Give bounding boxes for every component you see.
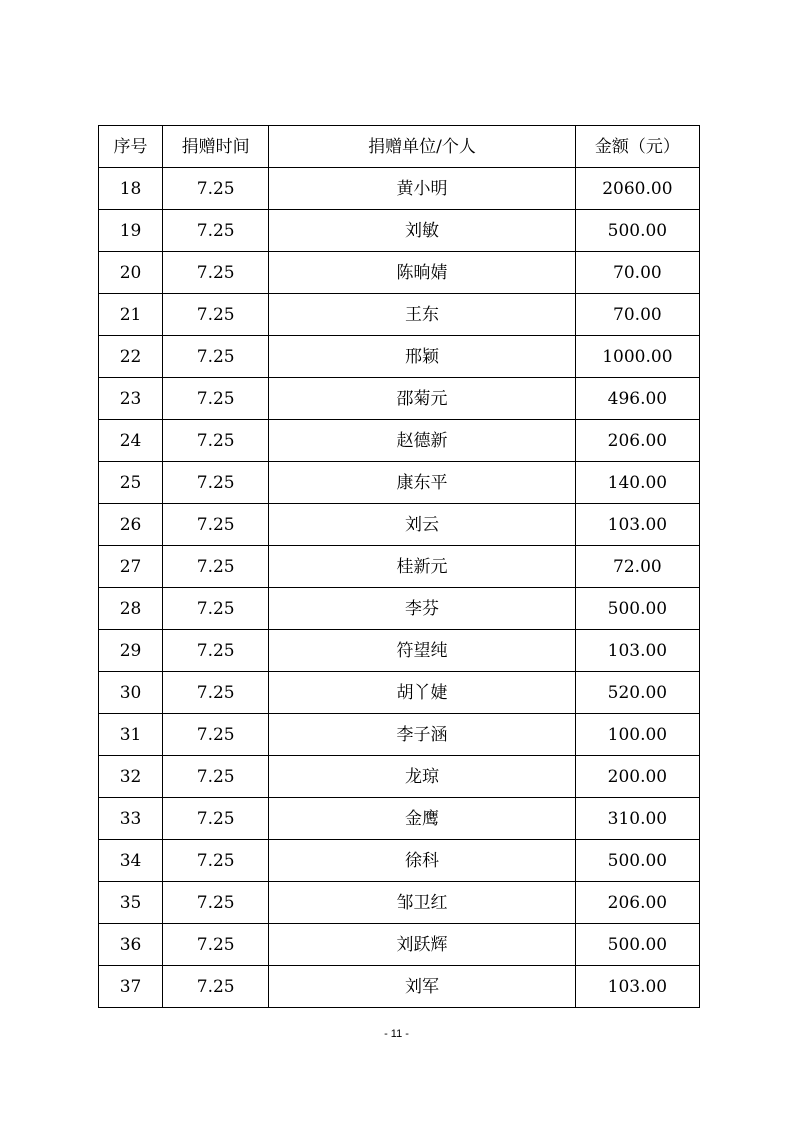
donor-name-cell: 李芬	[269, 588, 576, 630]
donation-date-cell: 7.25	[163, 672, 269, 714]
table-row	[99, 588, 700, 630]
donation-date-cell: 7.25	[163, 546, 269, 588]
table-row	[99, 840, 700, 882]
table-row	[99, 630, 700, 672]
amount-cell: 1000.00	[575, 336, 699, 378]
amount-cell: 103.00	[575, 630, 699, 672]
donation-date-cell: 7.25	[163, 210, 269, 252]
donor-name-cell: 胡丫婕	[269, 672, 576, 714]
donation-date-cell: 7.25	[163, 252, 269, 294]
serial-number-cell: 27	[99, 546, 163, 588]
donor-name-cell: 金鹰	[269, 798, 576, 840]
donation-date-cell: 7.25	[163, 630, 269, 672]
serial-number-cell: 31	[99, 714, 163, 756]
table-row	[99, 714, 700, 756]
donation-date-cell: 7.25	[163, 840, 269, 882]
table-row	[99, 252, 700, 294]
donation-date-cell: 7.25	[163, 420, 269, 462]
amount-cell: 206.00	[575, 882, 699, 924]
donor-name-cell: 龙琼	[269, 756, 576, 798]
serial-number-cell: 26	[99, 504, 163, 546]
amount-cell: 70.00	[575, 294, 699, 336]
amount-cell: 200.00	[575, 756, 699, 798]
serial-number-cell: 32	[99, 756, 163, 798]
page-number: - 11 -	[384, 1028, 409, 1040]
amount-cell: 310.00	[575, 798, 699, 840]
header-donor: 捐赠单位/个人	[269, 126, 576, 168]
serial-number-cell: 22	[99, 336, 163, 378]
donation-date-cell: 7.25	[163, 504, 269, 546]
table-row	[99, 504, 700, 546]
donation-date-cell: 7.25	[163, 462, 269, 504]
serial-number-cell: 33	[99, 798, 163, 840]
header-amount: 金额（元）	[575, 126, 699, 168]
header-donation-date: 捐赠时间	[163, 126, 269, 168]
donation-date-cell: 7.25	[163, 588, 269, 630]
donor-name-cell: 黄小明	[269, 168, 576, 210]
donor-name-cell: 刘军	[269, 966, 576, 1008]
serial-number-cell: 24	[99, 420, 163, 462]
donor-name-cell: 陈晌婧	[269, 252, 576, 294]
table-row	[99, 336, 700, 378]
serial-number-cell: 29	[99, 630, 163, 672]
amount-cell: 500.00	[575, 924, 699, 966]
amount-cell: 500.00	[575, 840, 699, 882]
donor-name-cell: 刘敏	[269, 210, 576, 252]
amount-cell: 520.00	[575, 672, 699, 714]
donor-name-cell: 邹卫红	[269, 882, 576, 924]
donor-name-cell: 李子涵	[269, 714, 576, 756]
table-row	[99, 882, 700, 924]
amount-cell: 206.00	[575, 420, 699, 462]
table-row	[99, 294, 700, 336]
donation-date-cell: 7.25	[163, 336, 269, 378]
donor-name-cell: 刘跃辉	[269, 924, 576, 966]
serial-number-cell: 37	[99, 966, 163, 1008]
serial-number-cell: 35	[99, 882, 163, 924]
table-body	[99, 168, 700, 1008]
table-row	[99, 210, 700, 252]
table-row	[99, 546, 700, 588]
donation-date-cell: 7.25	[163, 756, 269, 798]
table-header-row	[99, 126, 700, 168]
serial-number-cell: 30	[99, 672, 163, 714]
amount-cell: 103.00	[575, 504, 699, 546]
table-row	[99, 672, 700, 714]
table-row	[99, 168, 700, 210]
donation-date-cell: 7.25	[163, 966, 269, 1008]
serial-number-cell: 20	[99, 252, 163, 294]
amount-cell: 500.00	[575, 210, 699, 252]
amount-cell: 2060.00	[575, 168, 699, 210]
header-serial-number: 序号	[99, 126, 163, 168]
donor-name-cell: 符望纯	[269, 630, 576, 672]
amount-cell: 496.00	[575, 378, 699, 420]
serial-number-cell: 36	[99, 924, 163, 966]
table-row	[99, 798, 700, 840]
table-row	[99, 966, 700, 1008]
donation-date-cell: 7.25	[163, 378, 269, 420]
donor-name-cell: 桂新元	[269, 546, 576, 588]
donation-date-cell: 7.25	[163, 714, 269, 756]
donation-date-cell: 7.25	[163, 294, 269, 336]
donation-date-cell: 7.25	[163, 798, 269, 840]
donation-table	[98, 125, 700, 1008]
donor-name-cell: 刘云	[269, 504, 576, 546]
donation-date-cell: 7.25	[163, 168, 269, 210]
donation-date-cell: 7.25	[163, 882, 269, 924]
donor-name-cell: 徐科	[269, 840, 576, 882]
serial-number-cell: 25	[99, 462, 163, 504]
amount-cell: 103.00	[575, 966, 699, 1008]
table-row	[99, 420, 700, 462]
donor-name-cell: 康东平	[269, 462, 576, 504]
serial-number-cell: 19	[99, 210, 163, 252]
table-row	[99, 756, 700, 798]
amount-cell: 100.00	[575, 714, 699, 756]
amount-cell: 500.00	[575, 588, 699, 630]
donor-name-cell: 王东	[269, 294, 576, 336]
amount-cell: 140.00	[575, 462, 699, 504]
table-row	[99, 378, 700, 420]
serial-number-cell: 21	[99, 294, 163, 336]
donation-date-cell: 7.25	[163, 924, 269, 966]
donor-name-cell: 赵德新	[269, 420, 576, 462]
serial-number-cell: 23	[99, 378, 163, 420]
serial-number-cell: 34	[99, 840, 163, 882]
table-row	[99, 462, 700, 504]
donor-name-cell: 邢颖	[269, 336, 576, 378]
amount-cell: 70.00	[575, 252, 699, 294]
serial-number-cell: 18	[99, 168, 163, 210]
table-row	[99, 924, 700, 966]
donor-name-cell: 邵菊元	[269, 378, 576, 420]
amount-cell: 72.00	[575, 546, 699, 588]
serial-number-cell: 28	[99, 588, 163, 630]
